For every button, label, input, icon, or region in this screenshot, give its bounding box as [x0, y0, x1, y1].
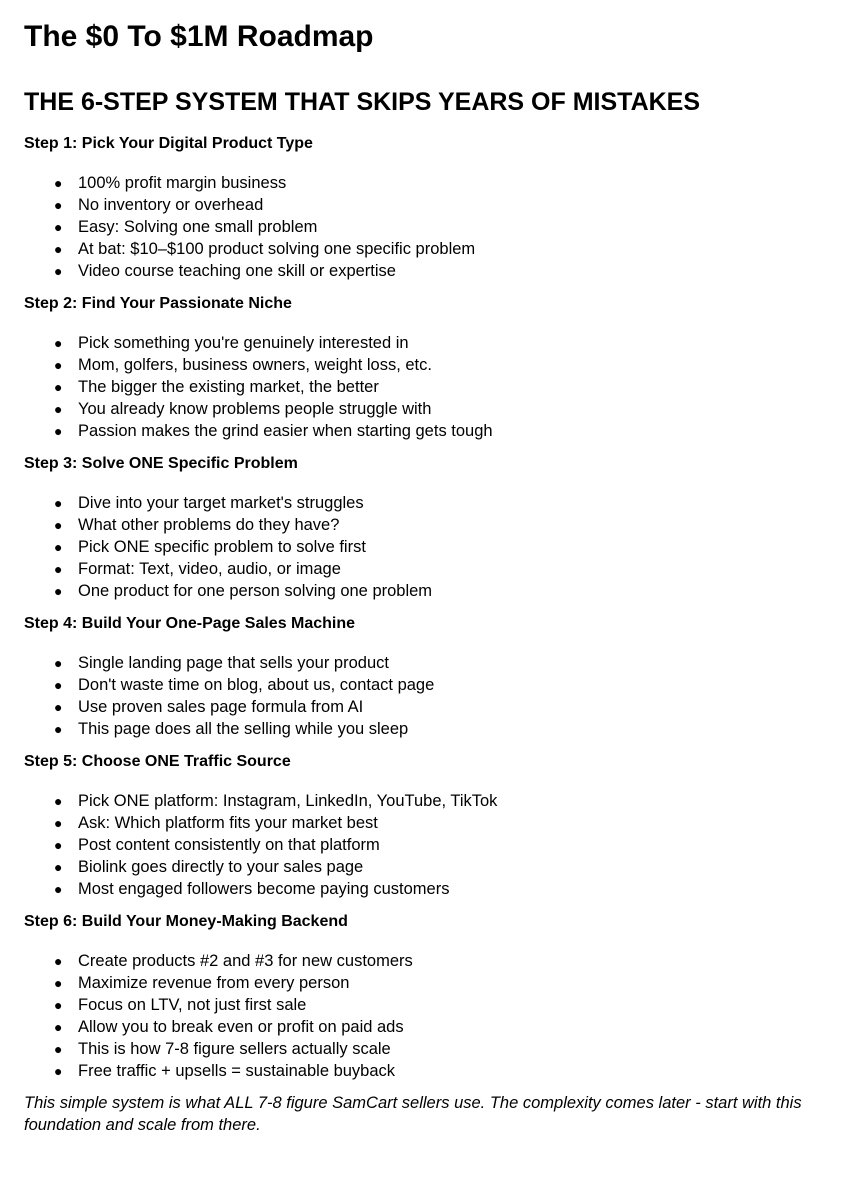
document-title: The $0 To $1M Roadmap — [24, 20, 374, 53]
list-item-text: Format: Text, video, audio, or image — [78, 560, 341, 578]
list-item-text: Ask: Which platform fits your market best — [78, 814, 378, 832]
bullet-icon: ● — [54, 539, 63, 555]
bullet-icon: ● — [54, 837, 63, 853]
list-item-text: Free traffic + upsells = sustainable buyback — [78, 1062, 396, 1080]
bullet-icon: ● — [54, 241, 63, 257]
bullet-icon: ● — [54, 423, 63, 439]
bullet-icon: ● — [54, 859, 63, 875]
list-item-text: This page does all the selling while you sleep — [78, 720, 409, 738]
bullet-icon: ● — [54, 975, 63, 991]
bullet-icon: ● — [54, 517, 63, 533]
list-item — [24, 238, 811, 260]
bullet-list — [24, 652, 811, 740]
list-item — [24, 580, 811, 602]
step-section-2 — [24, 292, 811, 442]
bullet-icon: ● — [54, 1063, 63, 1079]
step-section-4 — [24, 612, 811, 740]
bullet-icon: ● — [54, 815, 63, 831]
list-item-text: Pick ONE specific problem to solve first — [78, 538, 366, 556]
step-heading: Step 2: Find Your Passionate Niche — [24, 295, 292, 312]
list-item — [24, 1060, 811, 1082]
list-item — [24, 216, 811, 238]
list-item-text: No inventory or overhead — [78, 196, 264, 214]
step-heading: Step 1: Pick Your Digital Product Type — [24, 135, 313, 152]
list-item-text: Pick ONE platform: Instagram, LinkedIn, YouTube, TikTok — [78, 792, 498, 810]
list-item-text: You already know problems people struggle with — [78, 400, 432, 418]
list-item-text: Biolink goes directly to your sales page — [78, 858, 364, 876]
list-item-text: Maximize revenue from every person — [78, 974, 350, 992]
bullet-list — [24, 950, 811, 1082]
list-item — [24, 536, 811, 558]
list-item — [24, 398, 811, 420]
list-item-text: At bat: $10–$100 product solving one specific problem — [78, 240, 476, 258]
list-item — [24, 718, 811, 740]
list-item — [24, 652, 811, 674]
list-item — [24, 878, 811, 900]
list-item-text: Dive into your target market's struggles — [78, 494, 364, 512]
list-item-text: Focus on LTV, not just first sale — [78, 996, 307, 1014]
bullet-icon: ● — [54, 401, 63, 417]
steps-container — [24, 132, 811, 1082]
list-item-text: Post content consistently on that platform — [78, 836, 380, 854]
list-item — [24, 790, 811, 812]
list-item-text: Create products #2 and #3 for new customers — [78, 952, 413, 970]
bullet-icon: ● — [54, 583, 63, 599]
list-item-text: 100% profit margin business — [78, 174, 287, 192]
bullet-icon: ● — [54, 953, 63, 969]
bullet-list — [24, 172, 811, 282]
list-item — [24, 332, 811, 354]
bullet-icon: ● — [54, 197, 63, 213]
list-item — [24, 558, 811, 580]
bullet-icon: ● — [54, 561, 63, 577]
bullet-icon: ● — [54, 655, 63, 671]
step-section-5 — [24, 750, 811, 900]
bullet-icon: ● — [54, 699, 63, 715]
list-item-text: One product for one person solving one problem — [78, 582, 433, 600]
list-item — [24, 354, 811, 376]
bullet-icon: ● — [54, 721, 63, 737]
step-heading: Step 3: Solve ONE Specific Problem — [24, 455, 298, 472]
list-item-text: What other problems do they have? — [78, 516, 340, 534]
list-item-text: Pick something you're genuinely interested in — [78, 334, 409, 352]
bullet-list — [24, 332, 811, 442]
footer-note: This simple system is what ALL 7-8 figure SamCart sellers use. The complexity comes later - start with this foundation and scale from there. — [24, 1094, 802, 1134]
document-subtitle: THE 6-STEP SYSTEM THAT SKIPS YEARS OF MISTAKES — [24, 88, 701, 116]
list-item-text: Passion makes the grind easier when starting gets tough — [78, 422, 493, 440]
list-item — [24, 172, 811, 194]
list-item — [24, 420, 811, 442]
bullet-icon: ● — [54, 219, 63, 235]
list-item — [24, 194, 811, 216]
step-heading: Step 4: Build Your One-Page Sales Machine — [24, 615, 356, 632]
list-item — [24, 1016, 811, 1038]
bullet-icon: ● — [54, 379, 63, 395]
list-item — [24, 492, 811, 514]
list-item-text: Don't waste time on blog, about us, contact page — [78, 676, 435, 694]
bullet-list — [24, 492, 811, 602]
bullet-icon: ● — [54, 1019, 63, 1035]
list-item-text: Use proven sales page formula from AI — [78, 698, 364, 716]
list-item-text: This is how 7-8 figure sellers actually scale — [78, 1040, 391, 1058]
bullet-icon: ● — [54, 263, 63, 279]
list-item-text: Most engaged followers become paying customers — [78, 880, 450, 898]
list-item — [24, 514, 811, 536]
list-item — [24, 856, 811, 878]
list-item-text: Mom, golfers, business owners, weight loss, etc. — [78, 356, 432, 374]
step-section-6 — [24, 910, 811, 1082]
bullet-icon: ● — [54, 997, 63, 1013]
list-item — [24, 972, 811, 994]
list-item-text: Allow you to break even or profit on paid ads — [78, 1018, 404, 1036]
step-section-3 — [24, 452, 811, 602]
bullet-icon: ● — [54, 175, 63, 191]
bullet-icon: ● — [54, 677, 63, 693]
step-heading: Step 6: Build Your Money-Making Backend — [24, 913, 348, 930]
bullet-icon: ● — [54, 495, 63, 511]
list-item — [24, 1038, 811, 1060]
bullet-list — [24, 790, 811, 900]
list-item — [24, 812, 811, 834]
list-item-text: Video course teaching one skill or expertise — [78, 262, 396, 280]
list-item — [24, 376, 811, 398]
list-item-text: Easy: Solving one small problem — [78, 218, 318, 236]
list-item-text: Single landing page that sells your product — [78, 654, 389, 672]
bullet-icon: ● — [54, 793, 63, 809]
list-item — [24, 834, 811, 856]
bullet-icon: ● — [54, 357, 63, 373]
list-item — [24, 950, 811, 972]
step-section-1 — [24, 132, 811, 282]
list-item — [24, 696, 811, 718]
list-item-text: The bigger the existing market, the better — [78, 378, 379, 396]
bullet-icon: ● — [54, 335, 63, 351]
list-item — [24, 994, 811, 1016]
step-heading: Step 5: Choose ONE Traffic Source — [24, 753, 291, 770]
bullet-icon: ● — [54, 1041, 63, 1057]
list-item — [24, 674, 811, 696]
list-item — [24, 260, 811, 282]
bullet-icon: ● — [54, 881, 63, 897]
